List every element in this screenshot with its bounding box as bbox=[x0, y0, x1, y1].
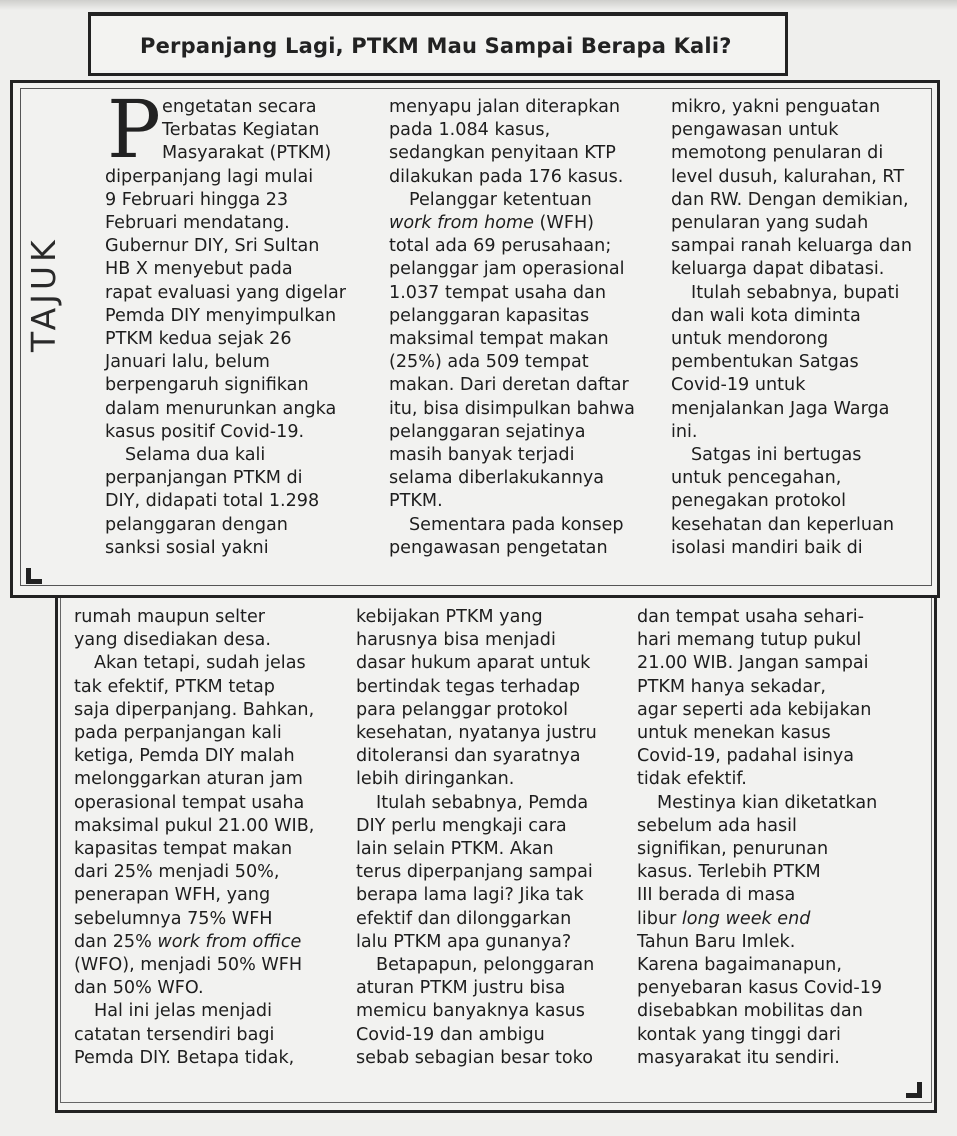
text-line: dan RW. Dengan demikian, bbox=[671, 189, 909, 210]
text-line: rapat evaluasi yang digelar bbox=[105, 282, 346, 303]
text-line: memicu banyaknya kasus bbox=[356, 1001, 585, 1022]
text-line: Sementara pada konsep bbox=[409, 514, 624, 535]
text-line: pada perpanjangan kali bbox=[74, 723, 282, 744]
text-line: harusnya bisa menjadi bbox=[356, 630, 556, 651]
text-line: kapasitas tempat makan bbox=[74, 839, 293, 860]
text-line: melonggarkan aturan jam bbox=[74, 769, 303, 790]
text-line: sanksi sosial yakni bbox=[105, 537, 269, 558]
text-line: untuk menekan kasus bbox=[637, 723, 831, 744]
article-column-3 bbox=[671, 96, 936, 560]
corner-mark-bottom-left bbox=[26, 568, 42, 584]
text-line: Covid-19 dan ambigu bbox=[356, 1024, 545, 1045]
text-line: HB X menyebut pada bbox=[105, 259, 293, 280]
corner-mark-bottom-right bbox=[906, 1082, 922, 1098]
text-line: penularan yang sudah bbox=[671, 213, 869, 234]
text-line: Selama dua kali bbox=[125, 445, 266, 466]
text-line: PTKM kedua sejak 26 bbox=[105, 329, 292, 350]
text-line: Itulah sebabnya, Pemda bbox=[376, 792, 589, 813]
text-line: PTKM. bbox=[389, 491, 443, 512]
text-line: sampai ranah keluarga dan bbox=[671, 236, 912, 257]
text-line: Pemda DIY. Betapa tidak, bbox=[74, 1047, 295, 1068]
text-line: aturan PTKM justru bisa bbox=[356, 978, 566, 999]
text-line: penyebaran kasus Covid-19 bbox=[637, 978, 883, 999]
text-line: tidak efektif. bbox=[637, 769, 747, 790]
text-line: kasus positif Covid-19. bbox=[105, 421, 305, 442]
text-line: terus diperpanjang sampai bbox=[356, 862, 593, 883]
text-line: work from home (WFH) bbox=[389, 213, 595, 234]
text-line: pengawasan pengetatan bbox=[389, 537, 608, 558]
text-line: yang disediakan desa. bbox=[74, 630, 271, 651]
text-line: maksimal tempat makan bbox=[389, 329, 609, 350]
text-line: pelanggaran kapasitas bbox=[389, 305, 590, 326]
text-line: level dusuh, kalurahan, RT bbox=[671, 166, 905, 187]
text-line: menyapu jalan diterapkan bbox=[389, 97, 621, 117]
text-line: catatan tersendiri bagi bbox=[74, 1024, 275, 1045]
text-line: itu, bisa disimpulkan bahwa bbox=[389, 398, 635, 419]
article-column-2 bbox=[389, 96, 659, 560]
text-line: pelanggar jam operasional bbox=[389, 259, 625, 280]
text-line: Gubernur DIY, Sri Sultan bbox=[105, 236, 320, 257]
text-line: lebih diringankan. bbox=[356, 769, 515, 790]
text-line: hari memang tutup pukul bbox=[637, 630, 862, 651]
text-line: bertindak tegas terhadap bbox=[356, 676, 581, 697]
text-line: sebelumnya 75% WFH bbox=[74, 908, 273, 929]
text-line: dan tempat usaha sehari- bbox=[637, 607, 865, 627]
text-line: Covid-19, padahal isinya bbox=[637, 746, 855, 767]
text-line: kebijakan PTKM yang bbox=[356, 607, 543, 627]
text-line: disebabkan mobilitas dan bbox=[637, 1001, 863, 1022]
text-line: efektif dan dilonggarkan bbox=[356, 908, 572, 929]
text-line: kontak yang tinggi dari bbox=[637, 1024, 841, 1045]
text-line: PTKM hanya sekadar, bbox=[637, 676, 826, 697]
text-line: pelanggaran sejatinya bbox=[389, 421, 586, 442]
text-line: perpanjangan PTKM di bbox=[105, 468, 303, 489]
text-line: dasar hukum aparat untuk bbox=[356, 653, 591, 674]
text-line: Covid-19 untuk bbox=[671, 375, 806, 396]
text-line: pada 1.084 kasus, bbox=[389, 120, 551, 141]
text-line: maksimal pukul 21.00 WIB, bbox=[74, 815, 315, 836]
text-line: Terbatas Kegiatan bbox=[162, 120, 320, 141]
text-line: Tahun Baru Imlek. bbox=[637, 931, 796, 952]
text-line: Pemda DIY menyimpulkan bbox=[105, 305, 337, 326]
article-column-4 bbox=[74, 606, 349, 1070]
text-line: mikro, yakni penguatan bbox=[671, 97, 881, 117]
text-line: signifikan, penurunan bbox=[637, 839, 829, 860]
text-line: III berada di masa bbox=[637, 885, 796, 906]
text-line: sebelum ada hasil bbox=[637, 815, 797, 836]
text-line: total ada 69 perusahaan; bbox=[389, 236, 612, 257]
text-line: penerapan WFH, yang bbox=[74, 885, 271, 906]
text-line: kesehatan, nyatanya justru bbox=[356, 723, 597, 744]
text-line: penegakan protokol bbox=[671, 491, 846, 512]
text-line: Februari mendatang. bbox=[105, 213, 290, 234]
text-line: dalam menurunkan angka bbox=[105, 398, 337, 419]
text-line: masyarakat itu sendiri. bbox=[637, 1047, 840, 1068]
text-line: DIY perlu mengkaji cara bbox=[356, 815, 567, 836]
section-label: TAJUK bbox=[24, 236, 63, 352]
text-line: ketiga, Pemda DIY malah bbox=[74, 746, 295, 767]
text-line: diperpanjang lagi mulai bbox=[105, 166, 314, 187]
text-line: Mestinya kian diketatkan bbox=[657, 792, 878, 813]
text-line: Masyarakat (PTKM) bbox=[162, 143, 332, 164]
text-line: libur long week end bbox=[637, 908, 811, 929]
text-line: kesehatan dan keperluan bbox=[671, 514, 895, 535]
text-line: pengawasan untuk bbox=[671, 120, 839, 141]
text-line: sedangkan penyitaan KTP bbox=[389, 143, 616, 164]
text-line: Satgas ini bertugas bbox=[691, 445, 862, 466]
text-line: dari 25% menjadi 50%, bbox=[74, 862, 280, 883]
text-line: dilakukan pada 176 kasus. bbox=[389, 166, 624, 187]
text-line: 21.00 WIB. Jangan sampai bbox=[637, 653, 869, 674]
text-line: kasus. Terlebih PTKM bbox=[637, 862, 821, 883]
text-line: dan wali kota diminta bbox=[671, 305, 861, 326]
text-line: masih banyak terjadi bbox=[389, 445, 575, 466]
text-line: Pelanggar ketentuan bbox=[409, 189, 592, 210]
text-line: Hal ini jelas menjadi bbox=[94, 1001, 272, 1022]
text-line: Itulah sebabnya, bupati bbox=[691, 282, 900, 303]
text-line: Januari lalu, belum bbox=[105, 352, 270, 373]
text-line: Betapapun, pelonggaran bbox=[376, 955, 595, 976]
text-line: operasional tempat usaha bbox=[74, 792, 305, 813]
text-line: untuk pencegahan, bbox=[671, 468, 842, 489]
text-line: isolasi mandiri baik di bbox=[671, 537, 863, 558]
text-line: pelanggaran dengan bbox=[105, 514, 288, 535]
text-line: selama diberlakukannya bbox=[389, 468, 605, 489]
text-line: para pelanggar protokol bbox=[356, 699, 568, 720]
article-column-6 bbox=[637, 606, 917, 1070]
text-line: berapa lama lagi? Jika tak bbox=[356, 885, 584, 906]
text-line: lalu PTKM apa gunanya? bbox=[356, 931, 572, 952]
text-line: agar seperti ada kebijakan bbox=[637, 699, 872, 720]
drop-cap: P bbox=[107, 83, 161, 176]
text-line: saja diperpanjang. Bahkan, bbox=[74, 699, 315, 720]
text-line: pembentukan Satgas bbox=[671, 352, 859, 373]
text-line: keluarga dapat dibatasi. bbox=[671, 259, 885, 280]
text-line: ini. bbox=[671, 421, 698, 442]
text-line: rumah maupun selter bbox=[74, 607, 266, 627]
text-line: tak efektif, PTKM tetap bbox=[74, 676, 275, 697]
text-line: DIY, didapati total 1.298 bbox=[105, 491, 320, 512]
text-line: berpengaruh signifikan bbox=[105, 375, 309, 396]
text-line: sebab sebagian besar toko bbox=[356, 1047, 593, 1068]
text-line: (25%) ada 509 tempat bbox=[389, 352, 589, 373]
text-line: memotong penularan di bbox=[671, 143, 884, 164]
text-line: dan 25% work from office bbox=[74, 931, 302, 952]
text-line: makan. Dari deretan daftar bbox=[389, 375, 629, 396]
text-line: menjalankan Jaga Warga bbox=[671, 398, 890, 419]
page-top-edge bbox=[0, 0, 957, 10]
text-line: 1.037 tempat usaha dan bbox=[389, 282, 606, 303]
text-line: (WFO), menjadi 50% WFH bbox=[74, 955, 303, 976]
text-line: dan 50% WFO. bbox=[74, 978, 204, 999]
text-line: untuk mendorong bbox=[671, 329, 829, 350]
text-line: ditoleransi dan syaratnya bbox=[356, 746, 581, 767]
headline: Perpanjang Lagi, PTKM Mau Sampai Berapa Kali? bbox=[140, 34, 732, 58]
article-column-1 bbox=[105, 96, 380, 560]
text-line: engetatan secara bbox=[162, 97, 317, 117]
text-line: Karena bagaimanapun, bbox=[637, 955, 842, 976]
text-line: lain selain PTKM. Akan bbox=[356, 839, 554, 860]
article-column-5 bbox=[356, 606, 631, 1070]
text-line: 9 Februari hingga 23 bbox=[105, 189, 289, 210]
text-line: Akan tetapi, sudah jelas bbox=[94, 653, 306, 674]
